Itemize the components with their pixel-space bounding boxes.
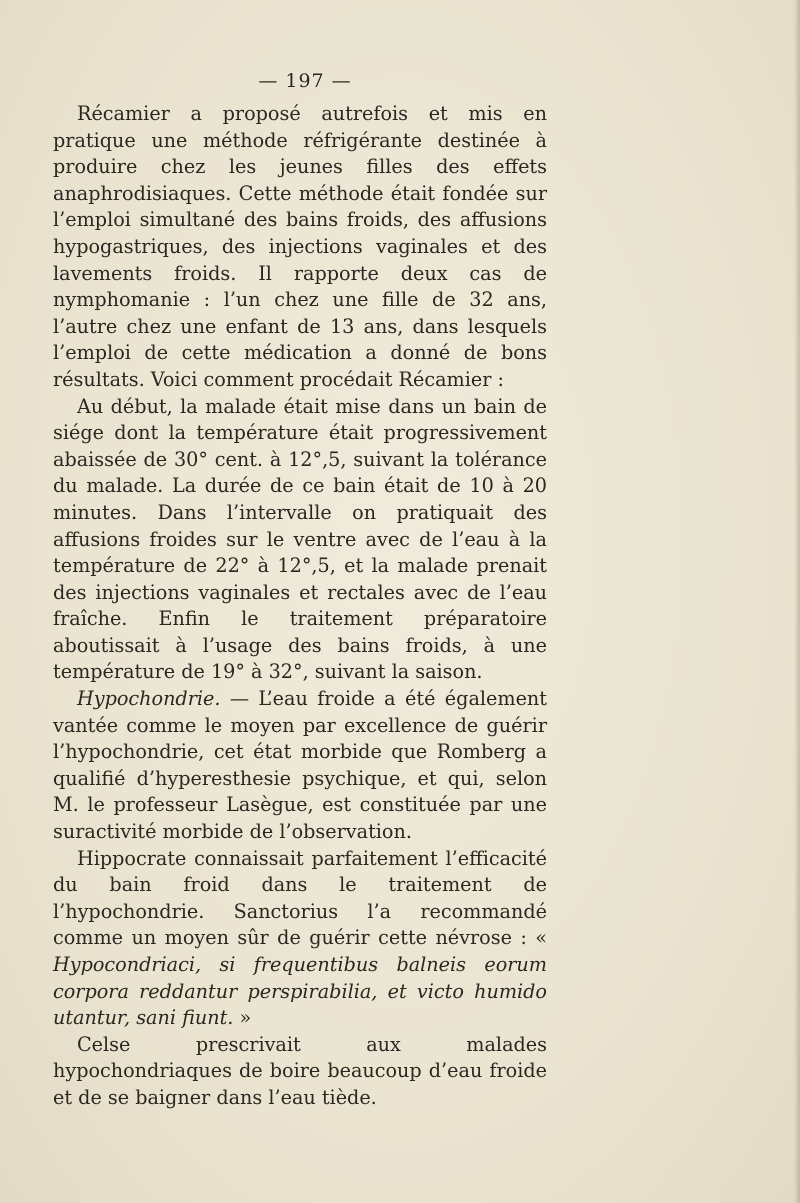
- page-number: — 197 —: [258, 70, 352, 92]
- hypochondrie-text: — L’eau froide a été également vantée comme le moyen par excellence de guérir l’hypochondrie, cet état morbide que Romberg a qualifié d’hyperesthesie psychique, et qui, selon M. le professeur Lasègue, est constituée par une suractivité morbide de l’observation.: [53, 687, 547, 844]
- paragraph-procedure: Au début, la malade était mise dans un bain de siége dont la température était progressivement abaissée de 30° cent. à 12°,5, suivant la tolérance du malade. La durée de ce bain était de 10 à 20 minutes. Dans l’intervalle on pratiquait des affusions froides sur le ventre avec de l’eau à la température de 22° à 12°,5, et la malade prenait des injections vaginales et rectales avec de l’eau fraîche. Enfin le traitement préparatoire aboutissait à l’usage des bains froids, à une température de 19° à 32°, suivant la saison.: [53, 394, 547, 684]
- page-edge-shadow: [794, 0, 800, 1203]
- paragraph-celse: Celse prescrivait aux malades hypochondriaques de boire beaucoup d’eau froide et de se baigner dans l’eau tiède.: [53, 1032, 547, 1109]
- section-heading-hypochondrie: Hypochondrie.: [77, 687, 221, 711]
- body-text: [53, 101, 547, 1112]
- hippocrate-text: Hippocrate connaissait parfaitement l’efficacité du bain froid dans le traitement de l’hypochondrie. Sanctorius l’a recommandé comme un moyen sûr de guérir cette névrose : «: [53, 846, 547, 950]
- paragraph-recamier-method: Récamier a proposé autrefois et mis en pratique une méthode réfrigérante destinée à produire chez les jeunes filles des effets anaphrodisiaques. Cette méthode était fondée sur l’emploi simultané des bains froids, des affusions hypogastriques, des injections vaginales et des lavements froids. Il rapporte deux cas de nymphomanie : l’un chez une fille de 32 ans, l’autre chez une enfant de 13 ans, dans lesquels l’emploi de cette médication a donné de bons résultats. Voici comment procédait Récamier :: [53, 102, 547, 391]
- paragraph-hypochondrie: [53, 686, 547, 846]
- latin-quotation: Hypocondriaci, si frequentibus balneis eorum corpora reddantur perspirabilia, et victo humido utantur, sani fiunt.: [53, 953, 547, 1030]
- quote-close: »: [233, 1006, 252, 1030]
- paragraph-hippocrate: [53, 846, 547, 1032]
